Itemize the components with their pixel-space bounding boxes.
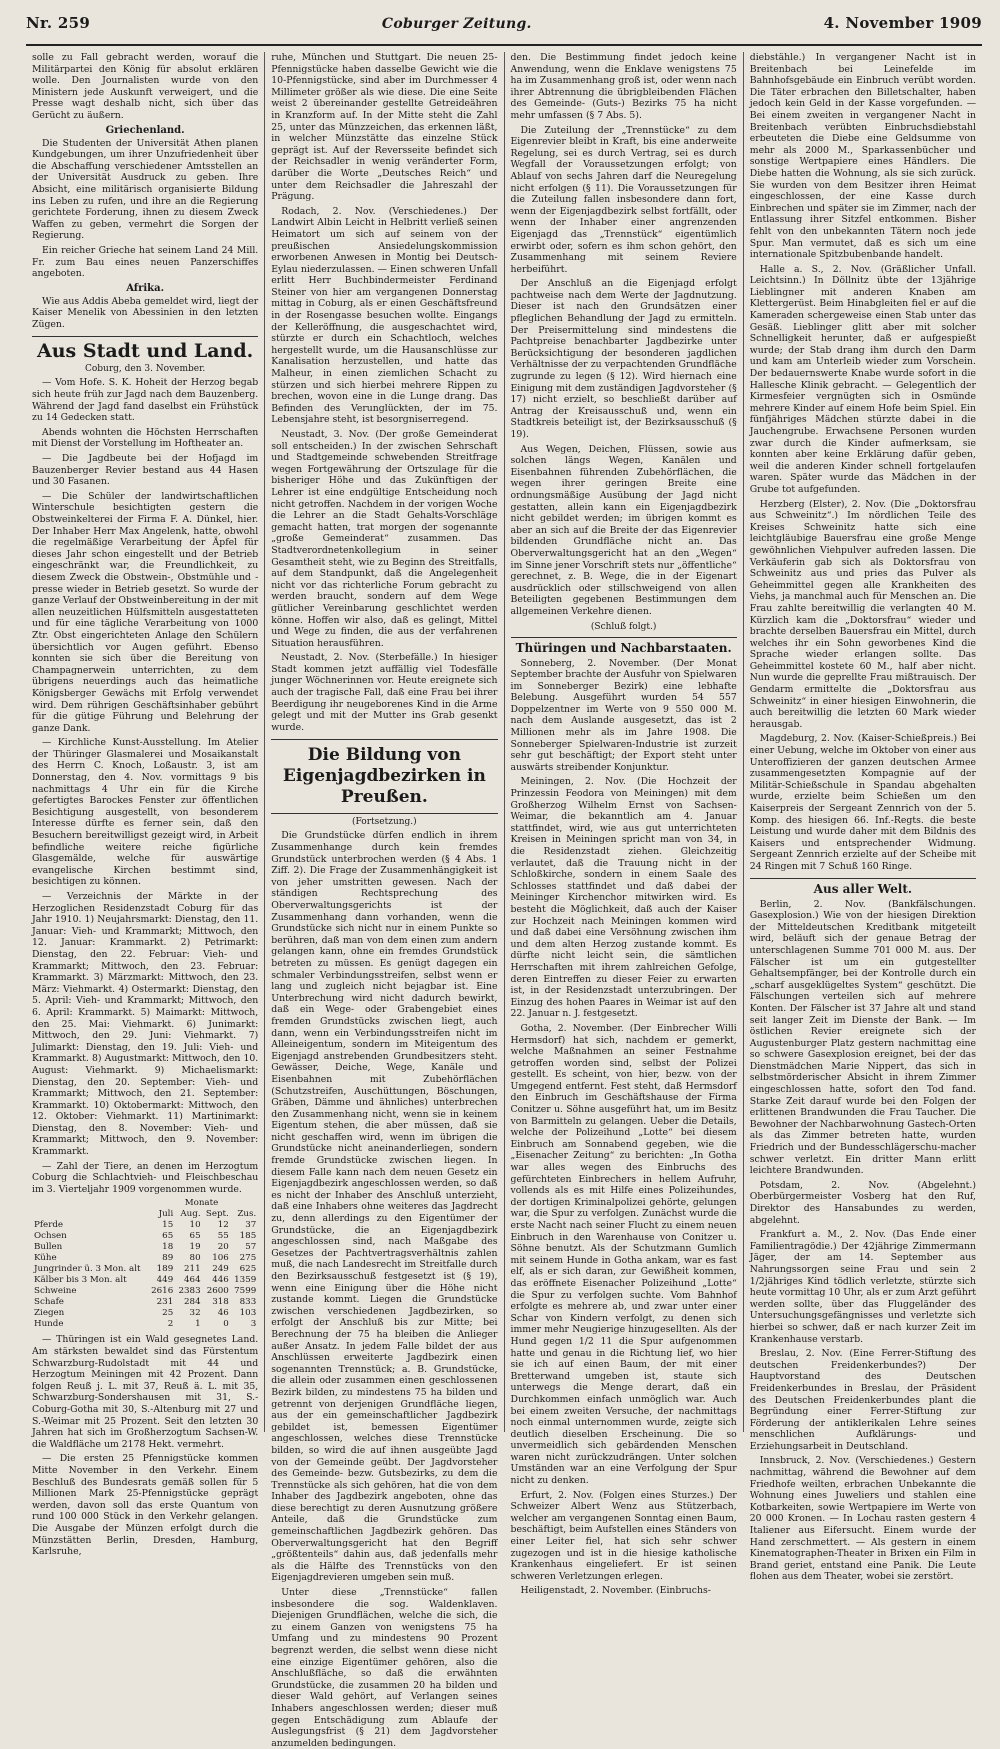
table-cell: Ziegen <box>34 1308 65 1319</box>
table-cell: Bullen <box>34 1242 63 1253</box>
article-text: Rodach, 2. Nov. (Verschiedenes.) Der Landwirt Albin Leicht in Helbritt verließ seinen Heimatort um sich auf seinem von der preußischen Ansiedelungskommission erworbenen Anwesen in Montig bei Deutsch-Eylau niederzulassen. — Einen schweren Unfall erlitt Herr Buchbindermeister Ferdinand Steiner von hier am vergangenen Donnerstag mittag in Coburg, als er einen Geschäftsfreund in der Rosengasse besuchen wollte. Eingangs der Kelleröffnung, die ausgeschachtet wird, stürzte er durch ein Schachtloch, welches hergestellt wurde, um die Hausanschlüsse zur Kanalisation herzustellen, und hatte das Malheur, in einen ziemlichen Schacht zu stürzen und sich hierbei mehrere Rippen zu brechen, wovon eine in die Lunge drang. Das Befinden des Verunglückten, der im 75. Lebensjahre steht, ist besorgniserregend. <box>271 205 498 426</box>
table-row <box>32 1253 258 1264</box>
table-cell: 449 <box>156 1275 174 1286</box>
table-cell: 2616 <box>151 1286 174 1297</box>
article-text: Ein reicher Grieche hat seinem Land 24 Mill. Fr. zum Bau eines neuen Panzerschiffes angeboten. <box>32 244 259 280</box>
table-cell: 189 <box>156 1264 174 1275</box>
table-header: Zus. <box>237 1209 257 1220</box>
article-text: Neustadt, 3. Nov. (Der große Gemeinderat soll entscheiden.) In der zwischen Sehrschaft und Stadtgemeinde schwebenden Streitfrage wegen Fortgewährung der Ortszulage für die bisheriger Höhe und das Zukünftigen der Lehrer ist eine endgültige Entscheidung noch nicht getroffen. Nachdem in der vorigen Woche die Lehrer an die Stadt Gehalts-Vorschläge gemacht hatten, trat morgen der sogenannte „große Gemeinderat“ zusammen. Das Stadtverordnetenkollegium in seiner Gesamtheit steht, wie zu Beginn des Streitfalls, auf dem Standpunkt, daß die Angelegenheit nicht vor das richterliche Forum gebracht zu werden braucht, sondern auf dem Wege gütlicher Vereinbarung geschlichtet werden könne. Hoffen wir also, daß es gelingt, Mittel und Wege zu finden, die aus der verfahrenen Situation herausführen. <box>271 429 498 649</box>
article-text: Breslau, 2. Nov. (Eine Ferrer-Stiftung des deutschen Freidenkerbundes?) Der Hauptvorstand des Deutschen Freidenkerbundes in Breslau, der Präsident des Deutschen Freidenkerbundes plant die Begründung einer Ferrer-Stiftung zur Förderung der antiklerikalen Lehre seines menschlichen Aufklärungs- und Erziehungsarbeit in Deutschland. <box>749 1348 976 1452</box>
table-cell: 57 <box>245 1242 257 1253</box>
article-text: — Verzeichnis der Märkte in der Herzoglichen Residenzstadt Coburg für das Jahr 1910. 1) Neujahrsmarkt: Dienstag, den 11. Januar: Vieh- und Krammarkt; Mittwoch, den 12. Januar: Krammarkt. 2) Petrimarkt: Dienstag, den 22. Februar: Vieh- und Krammarkt; Mittwoch, den 23. Februar: Krammarkt. 3) Märzmarkt: Mittwoch, den 23. März: Viehmarkt. 4) Ostermarkt: Dienstag, den 5. April: Vieh- und Krammarkt; Mittwoch, den 6. April: Krammarkt. 5) Maimarkt: Mittwoch, den 25. Mai: Viehmarkt. 6) Junimarkt: Mittwoch, den 29. Juni: Viehmarkt. 7) Julimarkt: Dienstag, den 19. Juli: Vieh- und Krammarkt. 8) Augustmarkt: Mittwoch, den 10. August: Viehmarkt. 9) Michaelismarkt: Dienstag, den 20. September: Vieh- und Krammarkt; Mittwoch, den 21. September: Krammarkt. 10) Oktobermarkt: Mittwoch, den 12. Oktober: Viehmarkt. 11) Martinimarkt: Dienstag, den 8. November: Vieh- und Krammarkt; Mittwoch, den 9. November: Krammarkt. <box>32 891 259 1158</box>
section-title: Aus aller Welt. <box>750 878 976 896</box>
issue-date: 4. November 1909 <box>823 14 982 32</box>
table-row <box>32 1286 258 1297</box>
table-cell: 7599 <box>234 1286 257 1297</box>
table-cell: 15 <box>162 1220 174 1231</box>
article-text: Potsdam, 2. Nov. (Abgelehnt.) Oberbürgermeister Vosberg hat den Ruf, Direktor des Hansabundes zu werden, abgelehnt. <box>749 1179 976 1226</box>
article-text: Aus Wegen, Deichen, Flüssen, sowie aus solchen längs Wegen, Kanälen und Eisenbahnen führenden Zubehörflächen, die wegen ihrer geringen Breite eine ordnungsmäßige Ausübung der Jagd nicht gestatten, allein kann ein Eigenjagdbezirk nicht gebildet werden; im übrigen kommt es aber an sich auf die Breite der das Eigenrevier bildenden Grundfläche nicht an. Das Oberverwaltungsgericht hat an den „Wegen“ im Sinne jener Vorschrift stets nur „öffentliche“ gerechnet, z. B. Wege, die in der Eigenart ausdrücklich oder stillschweigend von allen Beteiligten gegebenen Bestimmungen dem allgemeinen Verkehre dienen. <box>510 443 737 617</box>
table-row <box>32 1297 258 1308</box>
table-cell: 106 <box>212 1253 229 1264</box>
table-row <box>32 1308 258 1319</box>
column-2 <box>265 52 504 1749</box>
article-text: Gotha, 2. November. (Der Einbrecher Willi Hermsdorf) hat sich, nachdem er gemerkt, welche Maßnahmen an seiner Festnahme getroffen worden sind, selbst der Polizei gestellt. Es scheint, von hier, bezw. von der Umgegend entfernt. Fest steht, daß Hermsdorf den Einbruch im Geschäftshause der Firma Conitzer u. Söhne ausgeführt hat, um im Besitz von Barmitteln zu gelangen. Ueber die Details, welche der Polizeihund „Lotte“ bei diesem Einbruch am Sonnabend gegeben, wie die „Eisenacher Zeitung“ zu berichten: „In Gotha war alles wegen des Einbruchs des gefürchteten Einbrechers in hellem Aufruhr, vollends als es mit Hilfe eines Polizeihundes, der dortigen Kriminalpolizei gehörte, gelungen war, die Spur zu verfolgen. Zunächst wurde die erste Nacht nach seiner Flucht zu einem neuen Einbruch in den Warenhause von Conitzer u. Söhne benutzt. Als der Schutzmann Gumlich mit seinem Hunde in Gotha ankam, war es fast elf, als er sich daran, zur Gewißheit kommen, das eröffnete Eisenacher Polizeihund „Lotte“ die Spur zu verfolgen suchte. Vom Bahnhof erfolgte es mehrere ab, und zwar unter einer Schar von Kindern verfolgt, zu denen sich immer mehr Neugierige hinzugesellten. Als der Hund gegen 1/2 11 die Spur aufgenommen hatte und genau in die Richtung lief, wo hier sie ich auf einen Baum, der mit einer Bretterwand umgeben ist, staute sich unterwegs die Menge derart, daß ein Durchkommen einfach unmöglich war. Auch bei einem zweiten Versuche, der nachmittags noch einmal unternommen wurde, zeigte sich deutlich dieselben Erscheinung. Die so unvermeidlich sich gebärdenden Menschen waren nicht zurückzudrängen. Unter solchen Umständen war an eine Verfolgung der Spur nicht zu denken. <box>510 1022 737 1487</box>
table-header: Sept. <box>205 1209 229 1220</box>
article-text: Heiligenstadt, 2. November. (Einbruchs- <box>520 1585 711 1597</box>
column-4 <box>744 52 982 1583</box>
article-text: Erfurt, 2. Nov. (Folgen eines Sturzes.) Der Schweizer Albert Wenz aus Stützerbach, welcher am vergangenen Sonntag einen Baum, beschäftigt, beim Aufstellen eines Ständers von einer Leiter fiel, hat sich sehr schwer zugezogen und ist in die hiesige katholische Krankenhaus eingeliefert. Er ist seinen schweren Verletzungen erlegen. <box>510 1489 737 1582</box>
dateline: Coburg, den 3. November. <box>84 364 206 375</box>
table-cell: 211 <box>184 1264 201 1275</box>
livestock-table <box>32 1198 258 1330</box>
column-3 <box>505 52 744 1597</box>
article-text: Die Grundstücke dürfen endlich in ihrem Zusammenhange durch kein fremdes Grundstück unterbrochen werden (§ 4 Abs. 1 Ziff. 2). Die Frage der Zusammenhängigkeit ist von jeher umstritten gewesen. Nach der ständigen Rechtsprechung des Oberverwaltungsgerichts ist der Zusammenhang dann vorhanden, wenn die Grundstücke sich nicht nur in einem Punkte so berühren, daß man von dem einen zum andern gelangen kann, ohne ein fremdes Grundstück betreten zu müssen. Es genügt dagegen ein schmaler Verbindungsstreifen, selbst wenn er lang und zugleich nicht bejagbar ist. Eine Unterbrechung wird nicht dadurch bewirkt, daß ein Wege- oder Grabengebiet eines fremden Grundstücks zwischen liegt, auch dann, wenn ein Verbindungsstreifen nicht im Alleineigentum, sondern im Miteigentum des Eigenjagd anstrebenden Grundbesitzers steht. Gewässer, Deiche, Wege, Kanäle und Eisenbahnen mit Zubehörflächen (Schutzstreifen, Auschüttungen, Böschungen, Gräben, Dämme und ähnliches) unterbrechen den Zusammenhang nicht, wenn sie in keinem Eigentum stehen, die aber müssen, daß sie nicht geschaffen wird, wenn im übrigen die Grundstücke nicht aneinanderliegen, sondern fremde Grundstücke zwischen liegen. In diesem Falle kann nach dem neuen Gesetz ein Eigenjagdbezirk angeschlossen werden, so daß es nicht der Inhaber des Anschluß unterzieht, daß eine Inhabers ohne weiteres das Jagdrecht zu, denn allerdings zu den Eigentümer der Grundstücke, die an Eigenjagdbezirk angeschlossen sind, nach Maßgabe des Gesetzes der Pachtvertragsverhältnis zahlen muß, die nach Landesrecht im Streitfalle durch den Bezirksausschuß festgesetzt ist (§ 19), wenn eine Einigung über die Höhe nicht zustande kommt. Liegen die Grundstücke zwischen verschiedenen Jagdbezirken, so erfolgt der Anschluß bis zur Mitte; bei Berechnung der 75 ha bleiben die Anlieger außer Ansatz. In jedem Falle bildet der aus Anschlüssen erweiterte Jagdbezirk einen sogenannten Trennstück; a. B. Grundstücke, die allein oder zusammen einen geschlossenen Bezirk bilden, zu mindestens 75 ha bilden und getrennt von derjenigen Grundfläche liegen, aus der ein gemeinschaftlicher Jagdbezirk gebildet ist, bemessen Eigentümer angeschlossen, welches diese Trennstücke bilden, so wird die auf ihnen ausgeübte Jagd von der Gemeinde geübt. Der Jagdvorsteher des Gemeinde- bezw. Gutsbezirks, zu dem die Trennstücke als sich gehören, hat die von dem Inhaber des Jagdbezirk angeboten, ohne das diese berechtigt zu deren Ausnutzung größere Anteile, daß die Grundstücke zum gemeinschaftlichen Jagdbezirk gehören. Das Oberverwaltungsgericht hat den Begriff „größtenteils“ dahin aus, daß jedenfalls mehr als die Hälfte des Trennstücks von den Eigenjagdrevieren umgeben sein muß. <box>271 830 498 1584</box>
table-cell: Kälber bis 3 Mon. alt <box>34 1275 127 1286</box>
table-cell: 185 <box>239 1231 257 1242</box>
table-row <box>32 1275 258 1286</box>
article-text: Meiningen, 2. Nov. (Die Hochzeit der Prinzessin Feodora von Meiningen) mit dem Großherzog Wilhelm Ernst von Sachsen-Weimar, die bekanntlich am 4. Januar stattfindet, wird, wie aus gut unterrichteten Kreisen in Meiningen spricht man von 34, in die Residenzstadt ziehen. Gleichzeitig verlautet, daß die Trauung nicht in der Schloßkirche, sondern in einem Saale des Schlosses stattfindet und daß dabei der Meininger Kirchenchor mitwirken wird. Es besteht die Möglichkeit, daß auch der Kaiser zur Hochzeit nach Meiningen kommen wird und daß dabei eine Versöhnung zwischen ihm und dem alten Herzog zustande kommt. Es dürfte nicht leicht sein, die sämtlichen Herrschaften mit ihrem zahlreichen Gefolge, deren Eintreffen zu dieser Feier zu erwarten ist, in der Residenzstadt unterzubringen. Der Einzug des hohen Paares in Weimar ist auf den 22. Januar n. J. festgesetzt. <box>510 776 737 1020</box>
table-cell: 103 <box>239 1308 257 1319</box>
table-cell: 2600 <box>206 1286 229 1297</box>
table-cell: 25 <box>162 1308 174 1319</box>
section-heading: Griechenland. <box>105 124 185 136</box>
table-cell: 2383 <box>178 1286 201 1297</box>
table-cell: 284 <box>184 1297 201 1308</box>
table-cell: 55 <box>217 1231 229 1242</box>
table-cell: Hunde <box>34 1319 64 1330</box>
article-subtitle: (Fortsetzung.) <box>352 817 417 828</box>
table-cell: 65 <box>189 1231 201 1242</box>
article-headline: Die Bildung von Eigenjagdbezirken in Preußen. <box>271 739 497 814</box>
table-cell: 833 <box>239 1297 257 1308</box>
continuation-note: (Schluß folgt.) <box>590 621 657 632</box>
article-text: Neustadt, 2. Nov. (Sterbefälle.) In hiesiger Stadt kommen jetzt auffällig viel Todesfälle junger Wöchnerinnen vor. Heute ereignete sich auch der tragische Fall, daß eine Frau bei ihrer Beerdigung ihr neugeborenes Kind in die Arme gelegt und mit der Mutter ins Grab gesenkt wurde. <box>271 652 498 733</box>
table-cell: Schafe <box>34 1297 64 1308</box>
table-row <box>32 1319 258 1330</box>
article-text: Abends wohnten die Höchsten Herrschaften mit Dienst der Vorstellung im Hoftheater an. <box>32 426 259 450</box>
article-text: — Die Jagdbeute bei der Hofjagd im Bauzenberger Revier bestand aus 44 Hasen und 30 Fasanen. <box>32 453 259 488</box>
table-cell: 37 <box>245 1220 257 1231</box>
article-text: Sonneberg, 2. November. (Der Monat September brachte der Ausfuhr von Spielwaren im Sonneberger Bezirk) eine lebhafte Belebung. Ausgeführt wurden 54 557 Doppelzentner im Werte von 9 550 000 M. nach dem Auslande ausgesetzt, das ist 2 Millionen mehr als im Jahre 1908. Die Sonneberger Spielwaren-Industrie ist zurzeit sehr gut beschäftigt; der Export steht unter auswärts streibender Konjunktur. <box>510 657 737 773</box>
article-text: — Thüringen ist ein Wald gesegnetes Land. Am stärksten bewaldet sind das Fürstentum Schwarzburg-Rudolstadt mit 44 und Herzogtum Meiningen mit 42 Prozent. Dann folgen Reuß j. L. mit 37, Reuß ä. L. mit 35, Schwarzburg-Sondershausen mit 31, S.-Coburg-Gotha mit 30, S.-Altenburg mit 27 und S.-Weimar mit 25 Prozent. Seit den letzten 30 Jahren hat sich im Großherzogtum Sachsen-W. die Waldfläche um 2178 Hekt. vermehrt. <box>32 1334 259 1450</box>
table-cell: 65 <box>162 1231 174 1242</box>
table-cell: 231 <box>156 1297 174 1308</box>
article-text: Die Zuteilung der „Trennstücke“ zu dem Eigenrevier bleibt in Kraft, bis eine anderweite Regelung, sei es durch Vertrag, sei es durch Wegfall der Voraussetzungen erfolgt; von Ablauf von sechs Jahren darf die Neuregelung nicht erfolgen (§ 11). Die Voraussetzungen für die Zuteilung fallen insbesondere dann fort, wenn der Eigenjagdbezirk selbst fortfällt, oder wenn der Inhaber einer angrenzenden Eigenjagd das „Trennstück“ eigentümlich erwirbt oder, sofern es ihm schon gehört, den Zusammenhang mit seinem Reviere herbeiführt. <box>510 124 737 275</box>
article-text: ruhe, München und Stuttgart. Die neuen 25-Pfennigstücke haben dasselbe Gewicht wie die 10-Pfennigstücke, sind aber im Durchmesser 4 Millimeter größer als wie diese. Die eine Seite weist 2 übereinander gestellte Getreideähren in Kranzform auf. In der Mitte steht die Zahl 25, unter das Münzzeichen, das erkennen läßt, in welcher Münzstätte das einzelne Stück geprägt ist. Auf der Reversseite befindet sich der Reichsadler in wenig veränderter Form, darüber die Worte „Deutsches Reich“ und unter dem Reichsadler die Jahreszahl der Prägung. <box>271 52 498 203</box>
article-text: — Vom Hofe. S. K. Hoheit der Herzog begab sich heute früh zur Jagd nach dem Bauzenberg. Während der Jagd fand daselbst ein Frühstück zu 14 Gedecken statt. <box>32 377 259 424</box>
table-cell: 275 <box>239 1253 257 1264</box>
table-header-row <box>32 1209 258 1220</box>
table-header <box>32 1209 148 1220</box>
table-cell: 19 <box>189 1242 201 1253</box>
article-text: Unter diese „Trennstücke“ fallen insbesondere die sog. Waldenklaven. Diejenigen Grundflächen, welche die sich, die zu einem Ganzen von wenigstens 75 ha Umfang und zu mindestens 90 Prozent begrenzt werden, die selbst wenn diese nicht eine einzige Eigentümer gehören, also die Anschlußfläche, so daß die erwähnten Grundstücke, die zusammen 20 ha bilden und dieser Wald gehört, auf Verlangen seines Inhabers angeschlossen werden; dieser muß gegen Entschädigung zum Ablaufe der Auslegungsfrist (§ 21) dem Jagdvorsteher anzumelden bedingungen. <box>271 1587 498 1749</box>
article-text: Herzberg (Elster), 2. Nov. (Die „Doktorsfrau aus Schweinitz“.) Im nördlichen Teile des Kreises Schweinitz hatte sich eine leichtgläubige Bauersfrau eine große Menge gewöhnlichen Viehpulver aufreden lassen. Die Verkäuferin gab sich als Doktorsfrau von Schweinitz aus und pries das Pulver als Geheimmittel gegen alle Krankheiten des Viehs, ja manchmal auch für Menschen an. Die Frau zahlte bereitwillig die verlangten 40 M. Kürzlich kam die „Doktorsfrau“ wieder und brachte derselben Bauersfrau ein Mittel, durch welches ihr ein Sohn geworbenes Kind die Sprache wieder erlangen sollte. Das Geheimmittel kostete 60 M., half aber nicht. Nun wurde die geprellte Frau mißtrauisch. Der Gendarm ermittelte die „Doktorsfrau aus Schweinitz“ in einer hiesigen Einwohnerin, die auch bereitwillig die letzten 60 Mark wieder herausgab. <box>749 498 976 730</box>
paper-title: Coburger Zeitung. <box>381 16 532 32</box>
table-row <box>32 1264 258 1275</box>
table-cell: 0 <box>223 1319 229 1330</box>
table-row <box>32 1220 258 1231</box>
article-text: solle zu Fall gebracht werden, worauf die Militärpartei den König für absolut erklären wolle. Den Journalisten wurde von den Ministern jede Auskunft verweigert, und die Presse wagt deshalb nicht, sich über das Gerücht zu äußern. <box>32 52 259 121</box>
table-cell: 10 <box>189 1220 201 1231</box>
article-text: Berlin, 2. Nov. (Bankfälschungen. Gasexplosion.) Wie von der hiesigen Direktion der Mitteldeutschen Kreditbank mitgeteilt wird, beläuft sich der genaue Betrag der unterschlagenen Summe 701 000 M. aus. Der Fälscher ist um ein gutgestellter Gehaltsempfänger, bei der Kontrolle durch ein „scharf ausgeklügeltes System“ geschützt. Die Fälschungen verteilen sich auf mehrere Konten. Der Fälscher ist 37 Jahre alt und stand seit langer Zeit im Dienste der Bank. — Im östlichen Revier ereignete sich der Augustenburger Platz gestern nachmittag eine so schwere Gasexplosion ereignet, bei der das Dienstmädchen Marie Nippert, das sich in selbstmörderischer Absicht in ihrem Zimmer eingeschlossen hatte, sofort den Tod fand. Starke Zeit darauf wurde bei den Folgen der erlittenen Brandwunden die Frau Taucher. Die Bewohner der Nachbarwohnung Gastech-Orten als das Zimmer betreten hatte, wurden Friedrich und der Bundesschlägerschu-macher schwer verletzt. Ein dritter Mann erlitt leichtere Brandwunden. <box>749 898 976 1177</box>
table-cell: 32 <box>189 1308 201 1319</box>
table-cell: 2 <box>167 1319 174 1330</box>
table-header: Juli <box>158 1209 174 1220</box>
table-cell: 18 <box>162 1242 174 1253</box>
article-text: Wie aus Addis Abeba gemeldet wird, liegt der Kaiser Menelik von Abessinien in den letzten Zügen. <box>32 295 259 330</box>
table-cell: 80 <box>189 1253 201 1264</box>
table-cell: 464 <box>184 1275 201 1286</box>
table-cell: 3 <box>250 1319 257 1330</box>
table-cell: 12 <box>217 1220 229 1231</box>
table-cell: 446 <box>212 1275 229 1286</box>
table-cell: 318 <box>212 1297 229 1308</box>
table-cell: Ochsen <box>34 1231 67 1242</box>
table-row <box>32 1242 258 1253</box>
article-text: Die Studenten der Universität Athen planen Kundgebungen, um ihrer Unzufriedenheit über die Abschaffung verschiedener Amtsstellen an der Universität Ausdruck zu geben. Ihre Absicht, eine militärisch organisierte Bildung ins Leben zu rufen, und ihre an die Regierung gerichtete Forderung, ihnen zu diesem Zweck Waffen zu geben, vermehrt die Sorgen der Regierung. <box>32 137 259 242</box>
section-title: Thüringen und Nachbarstaaten. <box>511 637 737 655</box>
article-text: — Kirchliche Kunst-Ausstellung. Im Atelier der Thüringer Glasmalerei und Mosaikanstalt des Herrn C. Knoch, Loßaustr. 3, ist am Donnerstag, den 4. Nov. vormittags 9 bis nachmittags 4 Uhr ein für die Kirche gefertigtes Barockes Fenster zur öffentlichen Besichtigung ausgestellt, von besonderem Interesse dürfte es ferner sein, daß den Besuchern bereitwilligst gezeigt wird, in Arbeit befindliche weitere reiche figürliche Glasgemälde, welche für auswärtige evangelische Kirchen bestimmt sind, besichtigen zu können. <box>32 737 259 888</box>
article-text: — Die Schüler der landwirtschaftlichen Winterschule besichtigten gestern die Obstweinkelterei der Firma F. A. Dünkel, hier. Der Inhaber Herr Max Angelenk, hatte, obwohl die regelmäßige Verarbeitung der Äpfel für dieses Jahr schon eingestellt und der Betrieb eingeschränkt war, die Freundlichkeit, zu diesem Zweck die Obstwein-, Obstmühle und -presse wieder in Betrieb gesetzt. So wurde der ganze Verlauf der Obstweinbereitung in der mit allen neuzeitlichen Hülfsmitteln ausgestatteten und für eine tägliche Verarbeitung von 1000 Ztr. Obst eingerichteten Anlage den Schülern übersichtlich vor Augen geführt. Ebenso konnten sie sich über die Bereitung von Champagnerwein unterrichten, zu dem übrigens neuerdings auch das heimatliche Königsberger Gewächs mit Erfolg verwendet wird. Dem rührigen Geschäftsinhaber gebührt für die gütige Führung und Belehrung der ganze Dank. <box>32 490 259 734</box>
table-row <box>32 1231 258 1242</box>
masthead <box>26 14 982 46</box>
article-text: Magdeburg, 2. Nov. (Kaiser-Schießpreis.) Bei einer Uebung, welche im Oktober von einer aus Unteroffizieren der ganzen deutschen Armee zusammengesetzten Kompagnie auf der Militär-Schießschule in Spandau abgehalten wurde, erzielte beim Schießen um den Kaiserpreis der Sergeant Zennrich von der 5. Komp. des hiesigen 66. Inf.-Regts. die beste Leistung und wurde daher mit dem Bildnis des Kaisers und entsprechender Widmung. Sergeant Zennrich erzielte auf der Scheibe mit 24 Ringen mit 7 Schuß 160 Ringe. <box>749 733 976 872</box>
table-cell: 20 <box>217 1242 229 1253</box>
article-text: — Zahl der Tiere, an denen im Herzogtum Coburg die Schlachtvieh- und Fleischbeschau im 3. Vierteljahr 1909 vorgenommen wurde. <box>32 1160 259 1195</box>
article-text: — Die ersten 25 Pfennigstücke kommen Mitte November in den Verkehr. Einem Beschluß des Bundesrats gemäß sollen für 5 Millionen Mark 25-Pfennigstücke geprägt werden, davon soll das erste Quantum von rund 100 000 Stück in den Verkehr gelangen. Die Ausgabe der Münzen erfolgt durch die Münzstätten Berlin, Dresden, Hamburg, Karlsruhe, <box>32 1453 259 1558</box>
table-header: Aug. <box>180 1209 201 1220</box>
column-1 <box>26 52 265 1558</box>
article-text: Frankfurt a. M., 2. Nov. (Das Ende einer Familientragödie.) Der 42jährige Zimmermann Jäger, der am 14. September aus Nahrungssorgen seine Frau und sein 2 1/2jähriges Kind tödlich verletzte, stürzte sich heute vormittag 10 Uhr, als er zum Arzt geführt werden sollte, über das Fluggeländer des Untersuchungsgefängnisses und verletzte sich hierbei so schwer, daß er nach kurzer Zeit im Krankenhause verstarb. <box>749 1229 976 1345</box>
section-title: Aus Stadt und Land. <box>32 336 258 362</box>
article-text: Halle a. S., 2. Nov. (Gräßlicher Unfall. Leichtsinn.) In Döllnitz übte der 13jährige Lieblingner mit anderen Knaben am Klettergerüst. Beim Hinabgleiten fiel er auf die Kameraden schergeweise einen Stab unter das Gesäß. Lieblinger glitt aber mit solcher Schnelligkeit herunter, daß er aufgespießt wurde; der Stab drang ihm durch den Darm und kam am Unterleib wieder zum Vorschein. Der bedauernswerte Knabe wurde sofort in die Hallesche Klinik gebracht. — Gelegentlich der Kirmesfeier vergnügten sich in Osmünde mehrere Kinder auf einem Hofe beim Spiel. Ein fünfjähriges Mädchen stürzte dabei in die Jauchengrube. Erwachsene Personen wurden zwar durch die Kinder aufmerksam, sie konnten aber keine Erklärung dafür geben, weil die anderen Kinder schnell fortgelaufen waren. Später wurde das Mädchen in der Grube tot aufgefunden. <box>749 263 976 495</box>
issue-number: Nr. 259 <box>26 14 91 32</box>
table-caption: Monate <box>184 1198 219 1209</box>
article-text: den. Die Bestimmung findet jedoch keine Anwendung, wenn die Enklave wenigstens 75 ha im Zusammenhang groß ist, oder wenn nach ihrer Abtrennung die übrigbleibenden Flächen des Gemeinde- (Guts-) Bezirks 75 ha nicht mehr umfassen (§ 7 Abs. 5). <box>510 52 737 121</box>
section-heading: Afrika. <box>126 282 165 294</box>
table-cell: 46 <box>217 1308 229 1319</box>
table-cell: Schweine <box>34 1286 77 1297</box>
article-text: Innsbruck, 2. Nov. (Verschiedenes.) Gestern nachmittag, während die Bewohner auf dem Friedhofe weilten, erbrachen Unbekannte die Wohnung eines Juweliers und stahlen eine Kotbarkeiten, sowie Wertpapiere im Werte von 20 000 Kronen. — In Lochau rasten gestern 4 Italiener aus Eifersucht. Einem wurde der Hand zerschmettert. — Als gestern in einem Kinematographen-Theater in Brixen ein Film in Brand geriet, entstand eine Panik. Die Leute flohen aus dem Theater, wobei sie zerstört. <box>749 1455 976 1583</box>
table-cell: 249 <box>212 1264 229 1275</box>
article-text: Der Anschluß an die Eigenjagd erfolgt pachtweise nach dem Werte der Jagdnutzung. Dieser ist nach den Grundsätzen einer pfleglichen Behandlung der Jagd zu ermitteln. Der Preisermittelung sind mindestens die Pachtpreise benachbarter Jagdbezirke unter Berücksichtigung der besonderen jagdlichen Verhältnisse der zu verpachtenden Grundfläche zugrunde zu legen (§ 12). Wird hiernach eine Einigung mit dem zuständigen Jagdvorsteher (§ 17) nicht erzielt, so beschließt darüber auf Antrag der Kreisausschuß und, wenn ein Stadtkreis beteiligt ist, der Bezirksausschuß (§ 19). <box>510 278 737 440</box>
table-cell: 625 <box>239 1264 257 1275</box>
table-cell: Kühe <box>34 1253 57 1264</box>
table-cell: Pferde <box>34 1220 64 1231</box>
table-cell: 1359 <box>234 1275 257 1286</box>
columns <box>26 52 982 1749</box>
table-cell: Jungrinder ü. 3 Mon. alt <box>34 1264 141 1275</box>
article-text: diebstähle.) In vergangener Nacht ist in Breitenbach bei Leinefelde im Bahnhofsgebäude ein Einbruch verübt worden. Die Täter erbrachen den Billetschalter, haben jedoch kein Geld in der Kasse vorgefunden. — Bei einem zweiten in vergangener Nacht in Breitenbach verübten Einbruchsdiebstahl erbeuteten die Diebe eine Geldsumme von mehr als 2000 M., Sparkassenbücher und sonstige Wertpapiere eines Händlers. Die Diebe hatten die Wohnung, als sie sich zurück. Sie wurden von dem Besitzer ihren Heimat eingeschlossen, der eine Kasse durch Einbrechen und später sie im Zimmer, nach der Entlassung ihrer Sitzfel entkommen. Bisher fehlt von den unbekannten Tätern noch jede Spur. Man vermutet, daß es sich um eine internationale Spitzbubenbande handelt. <box>749 52 976 261</box>
table-cell: 1 <box>195 1319 201 1330</box>
table-cell: 89 <box>162 1253 174 1264</box>
